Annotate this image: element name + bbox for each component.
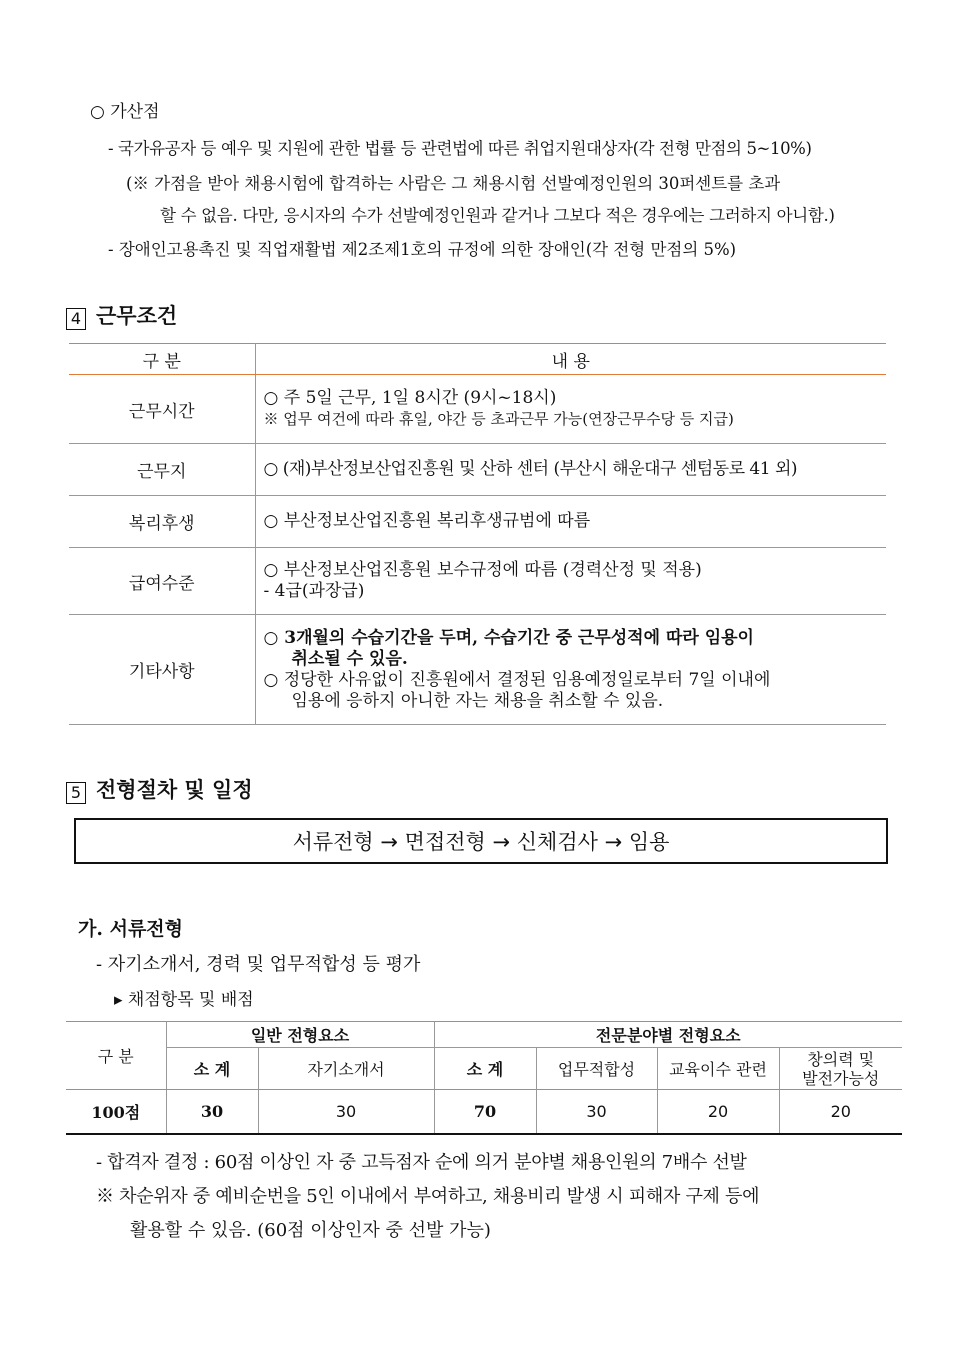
- row-line: ※ 업무 여건에 따라 휴일, 야간 등 초과근무 가능(연장근무수당 등 지급): [263, 410, 734, 428]
- scoring-table: [66, 1021, 902, 1135]
- self-intro-header: 자기소개서: [258, 1048, 434, 1090]
- table-row: [69, 615, 886, 725]
- doc-screening-desc: - 자기소개서, 경력 및 업무적합성 등 평가: [96, 954, 421, 975]
- row-line: 임용에 응하지 아니한 자는 채용을 취소할 수 있음.: [291, 690, 664, 711]
- row-label: 기타사항: [69, 615, 255, 725]
- general-subtotal-cell: 30: [166, 1090, 258, 1134]
- table-header-special: 전문분야별 전형요소: [434, 1022, 902, 1048]
- creativity-cell: 20: [830, 1101, 851, 1121]
- creativity-header-line2: 발전가능성: [802, 1068, 880, 1088]
- creativity-header: [779, 1048, 902, 1090]
- row-label: 근무지: [69, 444, 255, 496]
- scoring-subheading: ▸ 채점항목 및 배점: [114, 990, 254, 1010]
- table-row: [69, 375, 886, 444]
- section-4-title-text: 근무조건: [96, 304, 178, 328]
- row-line: ○ 주 5일 근무, 1일 8시간 (9시~18시): [263, 388, 557, 408]
- header-content: 내 용: [255, 344, 886, 375]
- bonus-line-1: - 국가유공자 등 예우 및 지원에 관한 법률 등 관련법에 따른 취업지원대상자(각 전형 만점의 5~10%): [108, 139, 812, 158]
- section-4-title: [66, 300, 177, 330]
- special-subtotal-cell: 70: [434, 1090, 536, 1134]
- row-label: 복리후생: [69, 496, 255, 548]
- general-subtotal-header: 소 계: [166, 1048, 258, 1090]
- education-header: 교육이수 관련: [657, 1048, 779, 1090]
- row-line: 취소될 수 있음.: [291, 648, 408, 669]
- creativity-header-line1: 창의력 및: [807, 1049, 875, 1069]
- doc-screening-heading: 가. 서류전형: [78, 918, 183, 940]
- process-flow-box: 서류전형 → 면접전형 → 신체검사 → 임용: [74, 818, 888, 864]
- total-score-cell: 100점: [66, 1090, 166, 1134]
- section-5-number: 5: [66, 782, 86, 804]
- bonus-note-2: 할 수 없음. 다만, 응시자의 수가 선발예정인원과 같거나 그보다 적은 경우에는 그러하지 아니함.): [160, 206, 835, 225]
- bonus-heading: ○ 가산점: [90, 102, 160, 122]
- row-line: - 4급(과장급): [263, 581, 365, 601]
- education-cell: 20: [657, 1090, 779, 1134]
- job-fit-header: 업무적합성: [536, 1048, 657, 1090]
- row-line: ○ 3개월의 수습기간을 두며, 수습기간 중 근무성적에 따라 임용이: [263, 627, 754, 648]
- work-conditions-table: [69, 343, 886, 725]
- reserve-note-2: 활용할 수 있음. (60점 이상인자 중 선발 가능): [130, 1220, 491, 1241]
- pass-criteria: - 합격자 결정 : 60점 이상인 자 중 고득점자 순에 의거 분야별 채용인원의 7배수 선발: [96, 1152, 747, 1173]
- section-5-title: [66, 774, 253, 804]
- table-row: [69, 444, 886, 496]
- reserve-note-1: ※ 차순위자 중 예비순번을 5인 이내에서 부여하고, 채용비리 발생 시 피해자 구제 등에: [96, 1186, 760, 1207]
- header-category: 구 분: [69, 344, 255, 375]
- section-5-title-text: 전형절차 및 일정: [96, 778, 253, 802]
- table-header-category: 구 분: [66, 1022, 166, 1090]
- table-row: [69, 496, 886, 548]
- table-row: [69, 548, 886, 615]
- table-header-general: 일반 전형요소: [166, 1022, 434, 1048]
- special-subtotal-header: 소 계: [434, 1048, 536, 1090]
- row-label: 근무시간: [69, 375, 255, 444]
- row-line: ○ 부산정보산업진흥원 복리후생규범에 따름: [263, 511, 591, 531]
- row-line: ○ 정당한 사유없이 진흥원에서 결정된 임용예정일로부터 7일 이내에: [263, 669, 771, 690]
- self-intro-cell: 30: [258, 1090, 434, 1134]
- row-line: ○ (재)부산정보산업진흥원 및 산하 센터 (부산시 해운대구 센텀동로 41 외): [263, 459, 798, 479]
- section-4-number: 4: [66, 308, 86, 330]
- job-fit-cell: 30: [536, 1090, 657, 1134]
- bonus-note-1: (※ 가점을 받아 채용시험에 합격하는 사람은 그 채용시험 선발예정인원의 30퍼센트를 초과: [126, 174, 781, 193]
- bonus-line-2: - 장애인고용촉진 및 직업재활법 제2조제1호의 규정에 의한 장애인(각 전형 만점의 5%): [108, 240, 737, 259]
- row-label: 급여수준: [69, 548, 255, 615]
- row-line: ○ 부산정보산업진흥원 보수규정에 따름 (경력산정 및 적용): [263, 560, 702, 580]
